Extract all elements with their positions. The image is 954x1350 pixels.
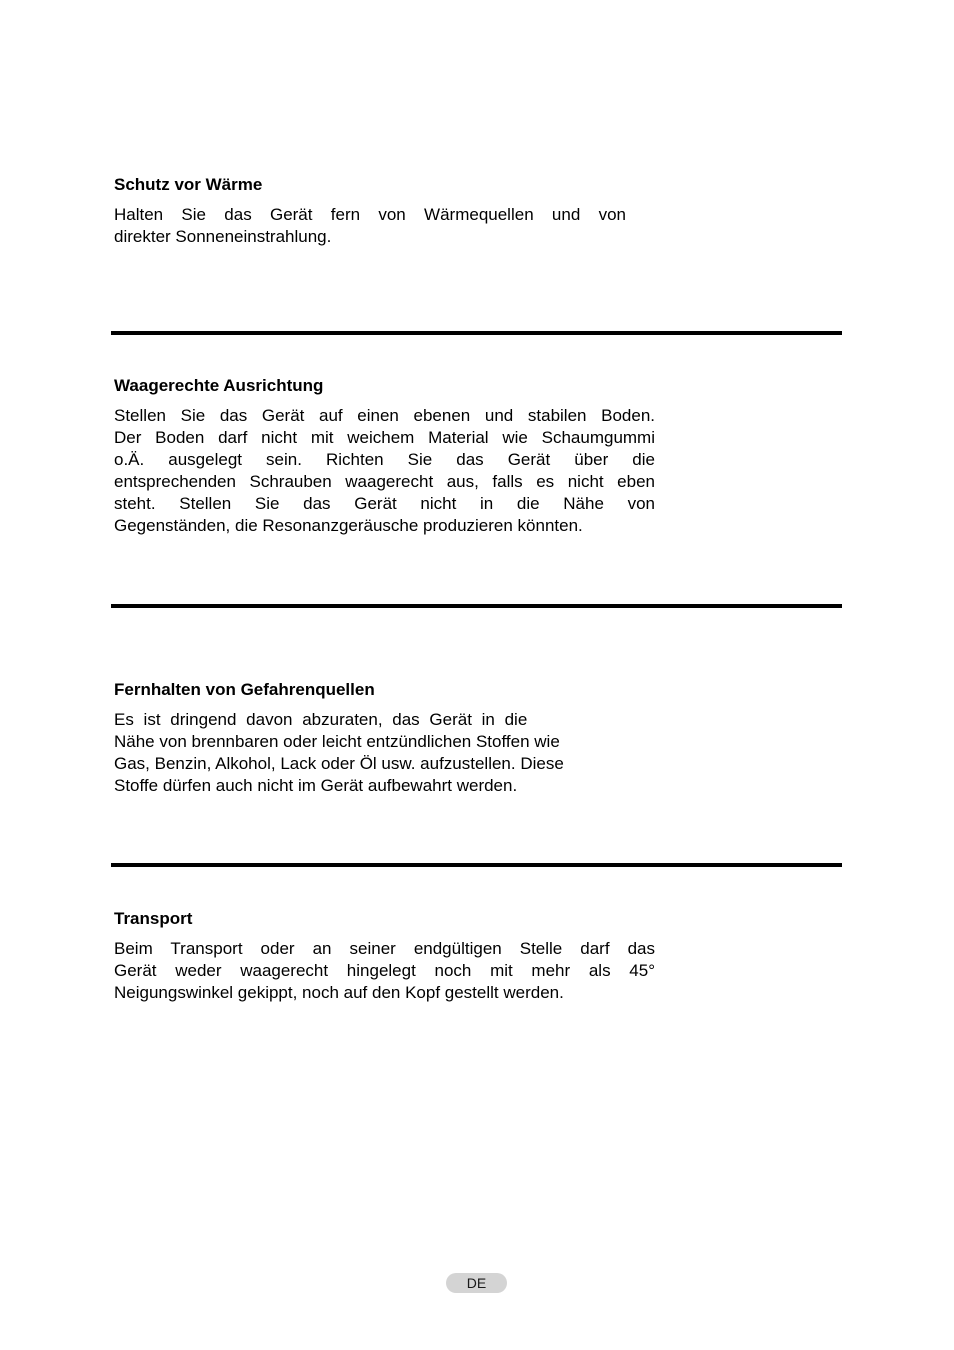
paragraph-line: Der Boden darf nicht mit weichem Material wie Schaumgummi xyxy=(114,428,655,447)
section-heading: Schutz vor Wärme xyxy=(114,175,263,194)
section-horizontal-alignment xyxy=(114,375,655,537)
paragraph-line: Stoffe dürfen auch nicht im Gerät aufbewahrt werden. xyxy=(114,776,518,795)
section-heading: Fernhalten von Gefahrenquellen xyxy=(114,680,375,699)
paragraph-line: entsprechenden Schrauben waagerecht aus, falls es nicht eben xyxy=(114,472,655,491)
section-heading: Waagerechte Ausrichtung xyxy=(114,376,324,395)
section-transport xyxy=(114,908,655,1004)
language-badge: DE xyxy=(446,1273,507,1293)
paragraph-line: o.Ä. ausgelegt sein. Richten Sie das Gerät über die xyxy=(114,450,655,469)
paragraph-line: Stellen Sie das Gerät auf einen ebenen und stabilen Boden. xyxy=(114,406,655,425)
paragraph-line: direkter Sonneneinstrahlung. xyxy=(114,227,332,246)
section-hazard-sources xyxy=(114,679,674,797)
section-paragraph xyxy=(114,709,674,797)
section-heading: Transport xyxy=(114,909,193,928)
paragraph-line: Neigungswinkel gekippt, noch auf den Kopf gestellt werden. xyxy=(114,983,564,1002)
paragraph-line: Halten Sie das Gerät fern von Wärmequellen und von xyxy=(114,205,626,224)
section-paragraph xyxy=(114,204,626,248)
paragraph-line: steht. Stellen Sie das Gerät nicht in die Nähe von xyxy=(114,494,655,513)
paragraph-line: Nähe von brennbaren oder leicht entzündlichen Stoffen wie xyxy=(114,732,560,751)
paragraph-line: Es ist dringend davon abzuraten, das Gerät in die xyxy=(114,710,528,729)
section-paragraph xyxy=(114,405,655,537)
section-divider xyxy=(111,604,842,608)
paragraph-line: Beim Transport oder an seiner endgültigen Stelle darf das xyxy=(114,939,655,958)
section-paragraph xyxy=(114,938,655,1004)
paragraph-line: Gegenständen, die Resonanzgeräusche produzieren könnten. xyxy=(114,516,583,535)
section-divider xyxy=(111,331,842,335)
paragraph-line: Gas, Benzin, Alkohol, Lack oder Öl usw. aufzustellen. Diese xyxy=(114,754,564,773)
paragraph-line: Gerät weder waagerecht hingelegt noch mit mehr als 45° xyxy=(114,961,655,980)
section-heat-protection xyxy=(114,174,626,248)
section-divider xyxy=(111,863,842,867)
